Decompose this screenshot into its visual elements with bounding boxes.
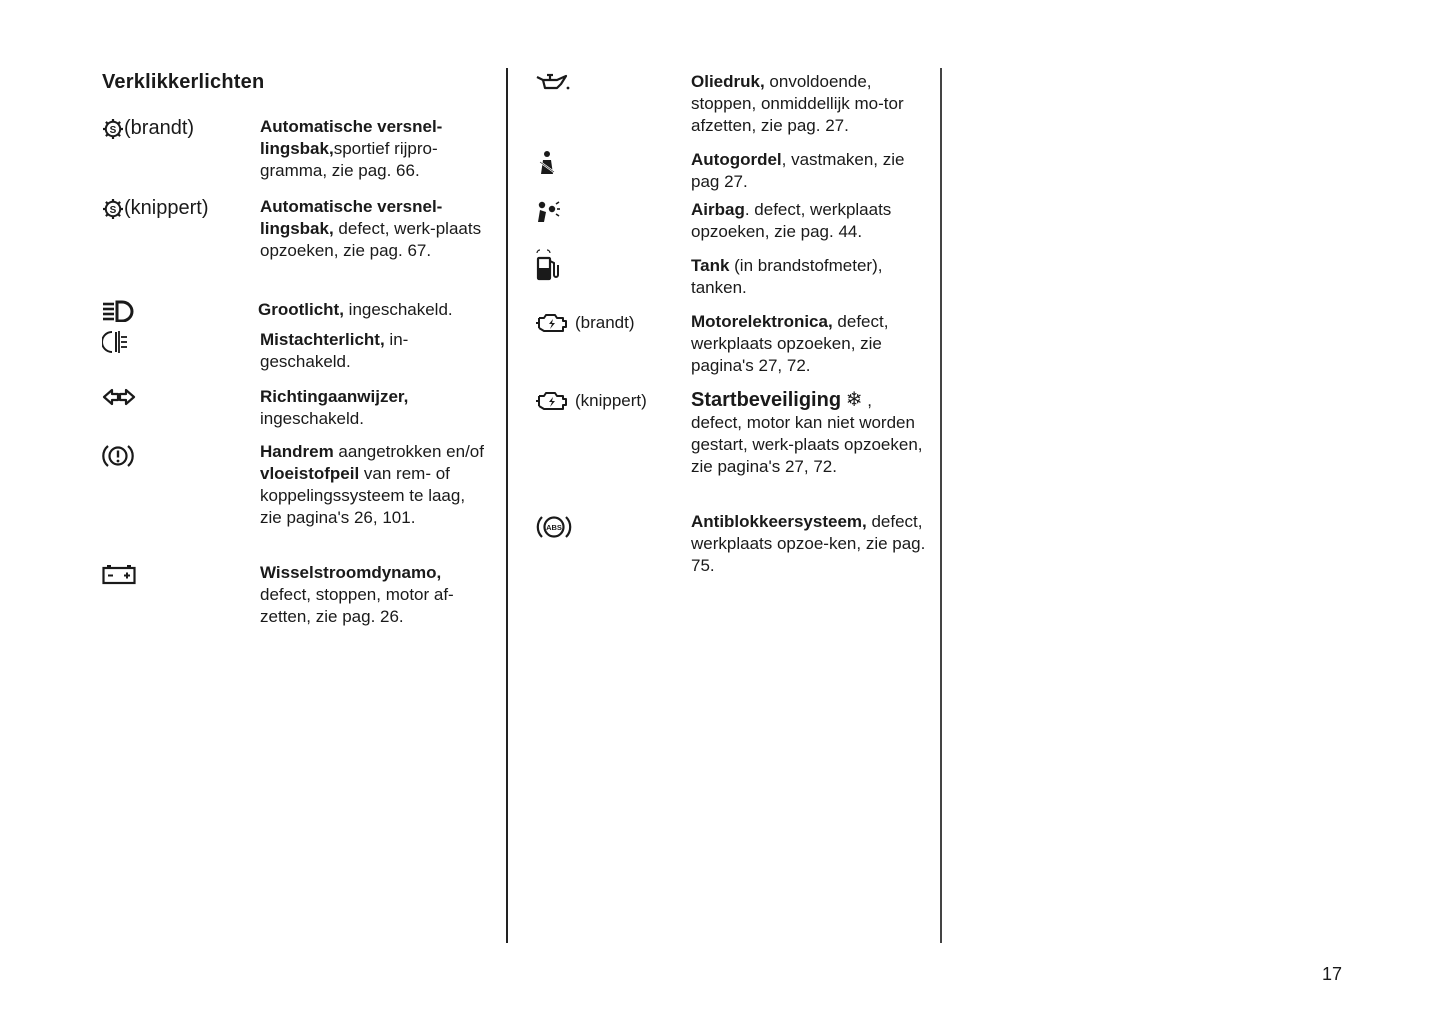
entry-desc-2: defect, motor kan niet worden gestart, werk-plaats opzoeken, zie pagina's 27, 72. bbox=[691, 413, 923, 476]
section-title: Verklikkerlichten bbox=[102, 71, 265, 93]
entry-icon bbox=[102, 442, 134, 470]
entry-desc: , vastmaken, zie pag 27. bbox=[691, 150, 905, 191]
entry-desc: ingeschakeld. bbox=[343, 300, 453, 319]
entry-desc: sportief rijpro-gramma, zie pag. 66. bbox=[260, 139, 438, 180]
entry-desc: defect, werkplaats opzoe-ken, zie pag. 75. bbox=[691, 512, 926, 575]
entry-desc: defect, werkplaats opzoeken, zie pagina's 27, 72. bbox=[691, 312, 889, 375]
state-label: (knippert) bbox=[575, 391, 647, 410]
entry-desc: aangetrokken en/of bbox=[333, 442, 484, 461]
entry-text bbox=[691, 511, 926, 577]
column-divider bbox=[506, 68, 508, 943]
entry-text bbox=[260, 116, 490, 182]
entry-bold: Mistachterlicht, bbox=[260, 330, 385, 349]
entry-seatbelt bbox=[535, 149, 930, 199]
snowflake-icon: ❄ bbox=[845, 389, 863, 411]
entry-bold: Oliedruk, bbox=[691, 72, 765, 91]
entry-bold: Antiblokkeersysteem, bbox=[691, 512, 867, 531]
entry-bold: Tank bbox=[691, 256, 730, 275]
engine-icon bbox=[535, 390, 571, 412]
abs-icon bbox=[535, 512, 573, 542]
entry-desc: defect, stoppen, motor af-zetten, zie pag. 26. bbox=[260, 585, 454, 626]
entry-icon bbox=[535, 72, 571, 92]
entry-icon bbox=[535, 312, 635, 334]
entry-bold-2: vloeistofpeil bbox=[260, 464, 360, 483]
oil-pressure-icon bbox=[535, 72, 571, 92]
entry-bold: Wisselstroomdynamo, bbox=[260, 563, 442, 582]
entry-text bbox=[260, 562, 490, 628]
entry-handbrake bbox=[102, 441, 492, 562]
page-number: 17 bbox=[1322, 964, 1343, 984]
entry-icon bbox=[102, 300, 136, 322]
entry-icon bbox=[535, 200, 561, 224]
entry-desc: . defect, werkplaats opzoeken, zie pag. 44. bbox=[691, 200, 892, 241]
entry-desc: in-geschakeld. bbox=[260, 330, 409, 371]
state-label: (knippert) bbox=[124, 197, 209, 219]
entry-bold: Automatische versnel-lingsbak, bbox=[260, 197, 443, 238]
turn-signal-icon bbox=[102, 387, 136, 407]
entry-icon bbox=[535, 390, 647, 412]
entry-text bbox=[260, 441, 490, 529]
entry-text bbox=[691, 149, 926, 193]
entry-text bbox=[691, 389, 926, 478]
entry-icon bbox=[535, 247, 561, 281]
entry-bold: Handrem bbox=[260, 442, 334, 461]
airbag-icon bbox=[535, 200, 561, 224]
entry-desc-2: van rem- of koppelingssysteem te laag, zie pagina's 26, 101. bbox=[260, 464, 466, 527]
entry-turn-signal bbox=[102, 386, 492, 441]
gearbox-icon bbox=[102, 198, 124, 220]
entry-abs bbox=[535, 511, 930, 581]
entry-bold: Airbag bbox=[691, 200, 745, 219]
entry-desc: , bbox=[862, 391, 872, 410]
fuel-icon bbox=[535, 247, 561, 281]
entry-text bbox=[260, 329, 490, 373]
entry-rear-fog bbox=[102, 329, 492, 386]
state-label: (brandt) bbox=[124, 117, 195, 139]
entry-high-beam bbox=[102, 299, 492, 329]
battery-icon bbox=[102, 563, 136, 585]
entry-text bbox=[258, 299, 488, 321]
entry-text bbox=[260, 386, 490, 430]
entry-text bbox=[691, 199, 926, 243]
entry-icon bbox=[102, 563, 136, 585]
entry-text bbox=[260, 196, 490, 262]
seatbelt-icon bbox=[535, 150, 559, 176]
entry-bold: Automatische versnel-lingsbak, bbox=[260, 117, 443, 158]
entry-icon bbox=[102, 197, 208, 220]
entry-icon bbox=[102, 330, 132, 354]
entry-alternator bbox=[102, 562, 492, 632]
entry-bold: Motorelektronica, bbox=[691, 312, 833, 331]
entry-bold: Grootlicht, bbox=[258, 300, 344, 319]
entry-text bbox=[691, 71, 926, 137]
entry-icon bbox=[102, 387, 136, 407]
entry-bold: Startbeveiliging bbox=[691, 389, 842, 411]
svg-text:S: S bbox=[109, 204, 117, 216]
entry-desc: onvoldoende, stoppen, onmiddellijk mo-tor afzetten, zie pag. 27. bbox=[691, 72, 904, 135]
state-label: (brandt) bbox=[575, 313, 635, 332]
entry-oil-pressure bbox=[535, 71, 930, 149]
entry-engine-lit bbox=[535, 311, 930, 389]
entry-desc: ingeschakeld. bbox=[260, 409, 364, 428]
brake-icon bbox=[102, 442, 134, 470]
rear-fog-icon bbox=[102, 330, 132, 354]
entry-gearbox-lit bbox=[102, 116, 492, 196]
entry-immobilizer bbox=[535, 389, 930, 511]
left-column bbox=[102, 116, 492, 632]
entry-text bbox=[691, 311, 926, 377]
high-beam-icon bbox=[102, 300, 136, 322]
entry-gearbox-flash bbox=[102, 196, 492, 299]
svg-text:S: S bbox=[109, 124, 117, 136]
gearbox-icon bbox=[102, 118, 124, 140]
entry-icon bbox=[102, 117, 194, 140]
entry-desc: defect, werk-plaats opzoeken, zie pag. 67. bbox=[260, 219, 482, 260]
column-divider-right bbox=[940, 68, 942, 943]
entry-fuel bbox=[535, 255, 930, 311]
entry-bold: Richtingaanwijzer, bbox=[260, 387, 409, 406]
entry-icon bbox=[535, 512, 573, 542]
entry-bold: Autogordel bbox=[691, 150, 782, 169]
entry-airbag bbox=[535, 199, 930, 255]
entry-icon bbox=[535, 150, 559, 176]
right-column bbox=[535, 71, 930, 581]
abs-icon-label: ABS bbox=[546, 523, 562, 532]
entry-text bbox=[691, 255, 926, 299]
entry-desc: (in brandstofmeter), tanken. bbox=[691, 256, 883, 297]
engine-icon bbox=[535, 312, 571, 334]
